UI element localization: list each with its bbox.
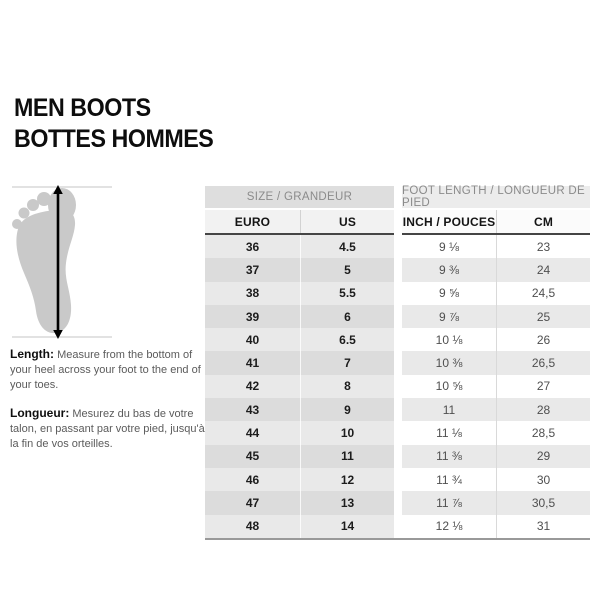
table-row xyxy=(205,235,590,258)
us-cell: 14 xyxy=(300,515,394,538)
inch-cell: 9 ⅛ xyxy=(402,235,496,258)
euro-cell: 37 xyxy=(205,258,300,281)
length-text: Measure from the bottom of your heel across your foot to the end of your toes. xyxy=(10,349,201,391)
cm-cell: 28 xyxy=(496,398,590,421)
cm-cell: 23 xyxy=(496,235,590,258)
euro-cell: 36 xyxy=(205,235,300,258)
cm-cell: 27 xyxy=(496,375,590,398)
column-header-inch: INCH / POUCES xyxy=(402,214,496,229)
column-group-gap xyxy=(394,186,402,208)
euro-cell: 40 xyxy=(205,328,300,351)
euro-cell: 44 xyxy=(205,421,300,444)
table-column-header-row xyxy=(205,210,590,235)
table-body xyxy=(205,235,590,540)
measuring-instructions xyxy=(10,347,206,465)
table-row xyxy=(205,258,590,281)
column-header-cm: CM xyxy=(496,210,590,233)
table-row xyxy=(205,328,590,351)
inch-cell: 11 xyxy=(402,398,496,421)
cm-cell: 31 xyxy=(496,515,590,538)
cm-cell: 24,5 xyxy=(496,282,590,305)
column-header-euro: EURO xyxy=(234,214,271,229)
inch-cell: 10 ⅜ xyxy=(402,351,496,374)
column-header-us: US xyxy=(300,210,394,233)
inch-cell: 11 ¾ xyxy=(402,468,496,491)
cm-cell: 30,5 xyxy=(496,491,590,514)
table-row xyxy=(205,445,590,468)
cm-cell: 29 xyxy=(496,445,590,468)
size-table xyxy=(205,186,590,540)
us-cell: 8 xyxy=(300,375,394,398)
table-row xyxy=(205,468,590,491)
cm-cell: 28,5 xyxy=(496,421,590,444)
page-title-fr: BOTTES HOMMES xyxy=(14,125,214,153)
group-header-size: SIZE / GRANDEUR xyxy=(205,186,394,208)
us-cell: 6.5 xyxy=(300,328,394,351)
cm-cell: 30 xyxy=(496,468,590,491)
inch-cell: 10 ⅝ xyxy=(402,375,496,398)
cm-cell: 24 xyxy=(496,258,590,281)
inch-cell: 11 ⅞ xyxy=(402,491,496,514)
us-cell: 10 xyxy=(300,421,394,444)
inch-cell: 12 ⅛ xyxy=(402,515,496,538)
us-cell: 13 xyxy=(300,491,394,514)
us-cell: 12 xyxy=(300,468,394,491)
foot-measurement-illustration xyxy=(8,181,116,343)
us-cell: 9 xyxy=(300,398,394,421)
table-row xyxy=(205,375,590,398)
cm-cell: 26,5 xyxy=(496,351,590,374)
group-header-foot-length: FOOT LENGTH / LONGUEUR DE PIED xyxy=(402,186,590,208)
inch-cell: 11 ⅛ xyxy=(402,421,496,444)
longueur-text: Mesurez du bas de votre talon, en passant par votre pied, jusqu'à la fin de vos orteilles. xyxy=(10,408,205,450)
euro-cell: 42 xyxy=(205,375,300,398)
table-row xyxy=(205,351,590,374)
us-cell: 6 xyxy=(300,305,394,328)
inch-cell: 9 ⅝ xyxy=(402,282,496,305)
us-cell: 4.5 xyxy=(300,235,394,258)
us-cell: 5.5 xyxy=(300,282,394,305)
euro-cell: 38 xyxy=(205,282,300,305)
euro-cell: 48 xyxy=(205,515,300,538)
longueur-instruction xyxy=(10,406,206,452)
euro-cell: 43 xyxy=(205,398,300,421)
us-cell: 5 xyxy=(300,258,394,281)
euro-cell: 46 xyxy=(205,468,300,491)
column-group-gap xyxy=(394,210,402,235)
page-title-en: MEN BOOTS xyxy=(14,94,151,122)
table-row xyxy=(205,305,590,328)
length-label: Length: xyxy=(10,347,54,361)
longueur-label: Longueur: xyxy=(10,406,70,420)
inch-cell: 11 ⅜ xyxy=(402,445,496,468)
us-cell: 7 xyxy=(300,351,394,374)
cm-cell: 26 xyxy=(496,328,590,351)
table-row xyxy=(205,398,590,421)
inch-cell: 9 ⅜ xyxy=(402,258,496,281)
cm-cell: 25 xyxy=(496,305,590,328)
inch-cell: 10 ⅛ xyxy=(402,328,496,351)
table-row xyxy=(205,421,590,444)
euro-cell: 47 xyxy=(205,491,300,514)
table-row xyxy=(205,491,590,514)
us-cell: 11 xyxy=(300,445,394,468)
euro-cell: 45 xyxy=(205,445,300,468)
euro-cell: 41 xyxy=(205,351,300,374)
table-row xyxy=(205,282,590,305)
table-row xyxy=(205,515,590,538)
length-instruction xyxy=(10,347,206,393)
inch-cell: 9 ⅞ xyxy=(402,305,496,328)
table-group-header-row xyxy=(205,186,590,208)
page-title xyxy=(14,93,213,155)
foot-outline xyxy=(12,188,76,333)
euro-cell: 39 xyxy=(205,305,300,328)
